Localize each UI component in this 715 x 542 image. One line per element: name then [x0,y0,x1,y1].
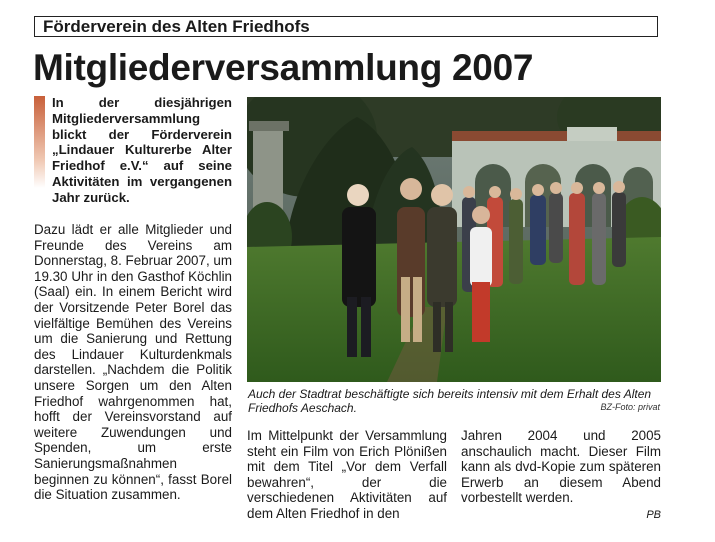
author-signature: PB [646,509,661,521]
photo-credit: BZ-Foto: privat [600,402,660,412]
article-headline: Mitgliederversammlung 2007 [33,47,534,88]
body-column-1: Dazu lädt er alle Mitglieder und Freunde des Vereins am Donnerstag, 8. Februar 2007, um 19.30 Uhr in den Gasthof Köchlin (Saal) ein. In einem Bericht wird der Vorsitzende Peter Borel das vielfältige Bemühen des Vereins um die Sanierung und Rettung des Lindauer Kulturdenkmals darstellen. „Nachdem die Politik unsere Sorgen um den Alten Friedhof wahrgenommen hat, hofft der Vereinsvorstand auf weitere Zuwendungen und Spenden, um erste Sanierungsmaßnahmen beginnen zu können“, fasst Borel die Situation zusammen. [34,222,232,503]
body-column-3: Jahren 2004 und 2005 anschaulich macht. Dieser Film kann als dvd-Kopie zum späteren Erwerb an diesem Abend vorbestellt werden. [461,428,661,506]
photo-caption: Auch der Stadtrat beschäftigte sich bereits intensiv mit dem Erhalt des Alten Friedhofs Aeschach. [248,387,652,415]
body-column-2: Im Mittelpunkt der Versammlung steht ein Film von Erich Plönißen mit dem Titel „Vor dem Verfall bewahren“, der die verschiedenen Aktivitäten auf dem Alten Friedhof in den [247,428,447,521]
article-photo [247,97,661,382]
article-lead: In der diesjährigen Mitgliederversammlung blickt der Förderverein „Lindauer Kulturerbe Alter Friedhof e.V.“ auf seine Aktivitäten im vergangenen Jahr zurück. [52,95,232,205]
section-header: Förderverein des Alten Friedhofs [34,16,658,37]
lead-accent-bar [34,96,45,188]
photo-illustration [247,97,661,382]
